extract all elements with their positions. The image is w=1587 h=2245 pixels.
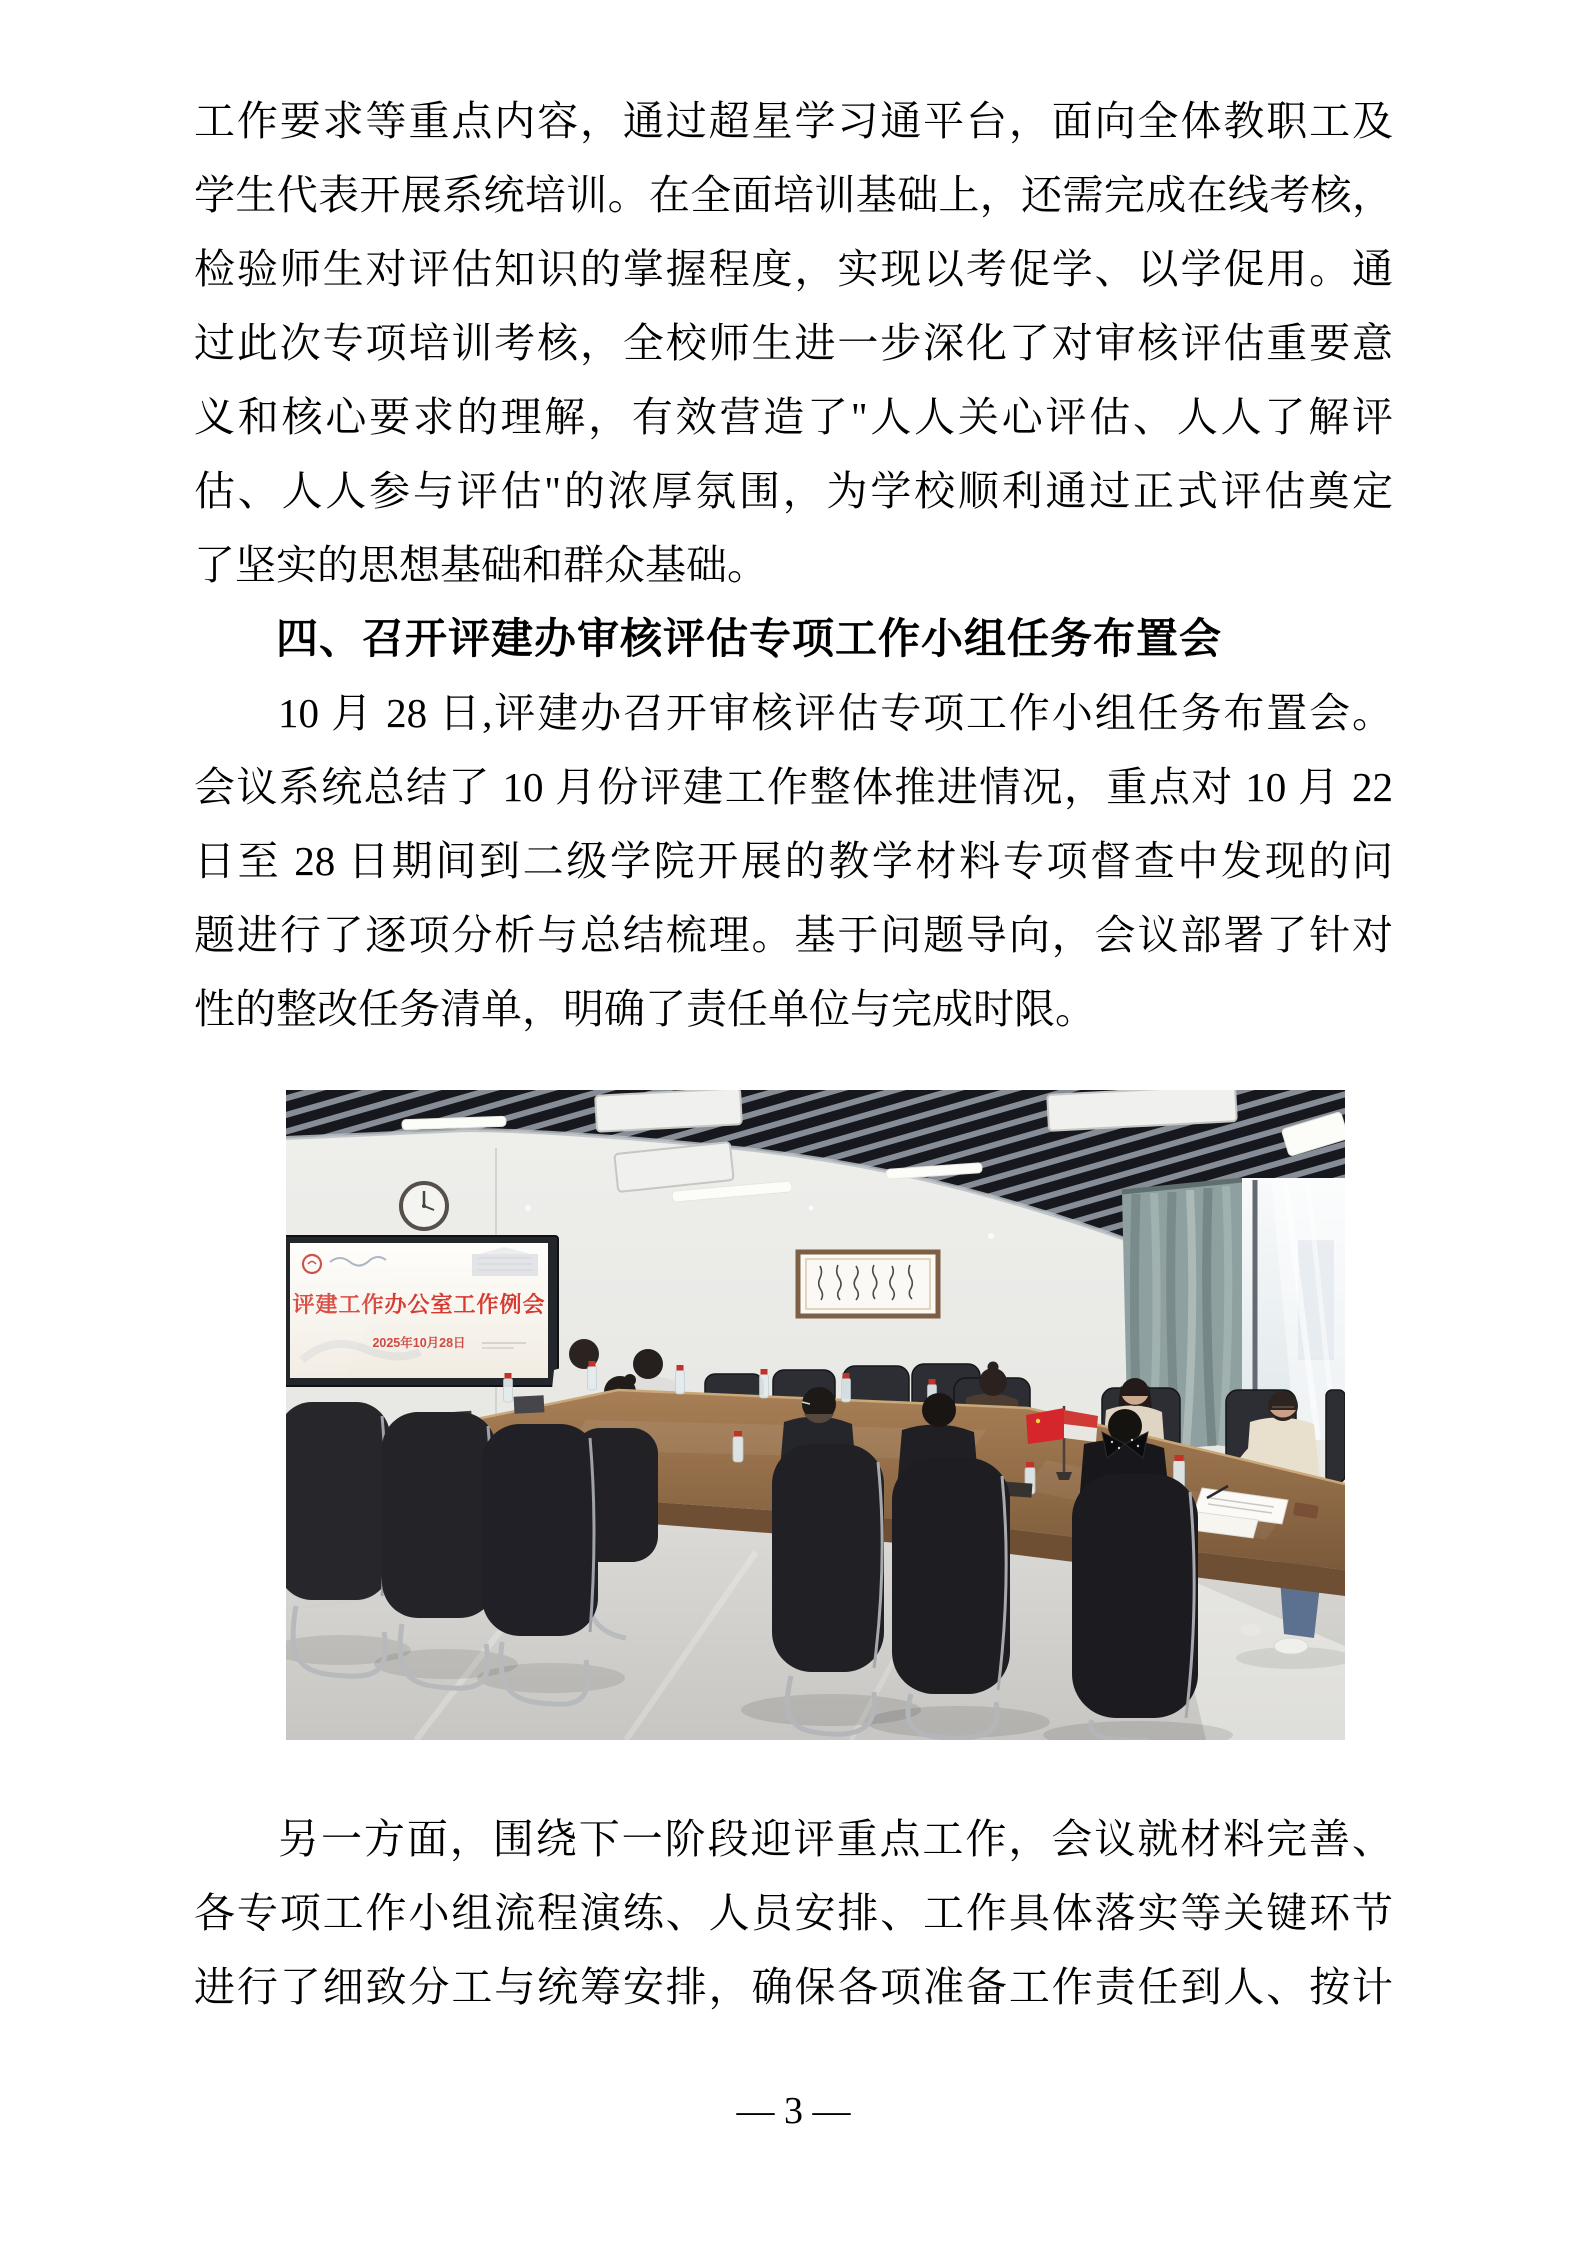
slide-title-text: 评建工作办公室工作例会 (292, 1292, 546, 1317)
text-line: 进行了细致分工与统筹安排，确保各项准备工作责任到人、按计 (194, 1964, 1393, 2010)
text-line: 了坚实的思想基础和群众基础。 (194, 542, 768, 588)
text-line: 另一方面，围绕下一阶段迎评重点工作，会议就材料完善、 (278, 1816, 1393, 1862)
text-line: 检验师生对评估知识的掌握程度，实现以考促学、以学促用。通 (194, 246, 1393, 292)
text-line: 性的整改任务清单，明确了责任单位与完成时限。 (194, 986, 1096, 1032)
text-line: 10 月 28 日,评建办召开审核评估专项工作小组任务布置会。 (278, 690, 1393, 736)
text-line: 各专项工作小组流程演练、人员安排、工作具体落实等关键环节 (194, 1890, 1393, 1936)
text-line: 题进行了逐项分析与总结梳理。基于问题导向，会议部署了针对 (194, 912, 1393, 958)
meeting-photo (286, 1090, 1345, 1740)
text-line: 估、人人参与评估"的浓厚氛围，为学校顺利通过正式评估奠定 (194, 468, 1393, 514)
text-line: 工作要求等重点内容，通过超星学习通平台，面向全体教职工及 (194, 98, 1393, 144)
meeting-photo-svg (286, 1090, 1345, 1740)
office-chair (1072, 1474, 1198, 1740)
slide-date-text: 2025年10月28日 (372, 1336, 466, 1350)
page-number: — 3 — (736, 2090, 851, 2132)
paragraph-3 (194, 1802, 1393, 2024)
text-line: 学生代表开展系统培训。在全面培训基础上，还需完成在线考核， (194, 172, 1393, 218)
text-line: 会议系统总结了 10 月份评建工作整体推进情况，重点对 10 月 22 (194, 764, 1393, 810)
section-heading: 四、召开评建办审核评估专项工作小组任务布置会 (276, 615, 1223, 662)
wall-clock-icon (401, 1183, 447, 1229)
text-line: 日至 28 日期间到二级学院开展的教学材料专项督查中发现的问 (194, 838, 1393, 884)
paragraph-2 (194, 676, 1393, 1046)
paragraph-1 (194, 84, 1393, 602)
presentation-tv (286, 1236, 558, 1386)
text-line: 过此次专项培训考核，全校师生进一步深化了对审核评估重要意 (194, 320, 1393, 366)
calligraphy-frame (798, 1252, 938, 1316)
text-line: 义和核心要求的理解，有效营造了"人人关心评估、人人了解评 (194, 394, 1393, 440)
